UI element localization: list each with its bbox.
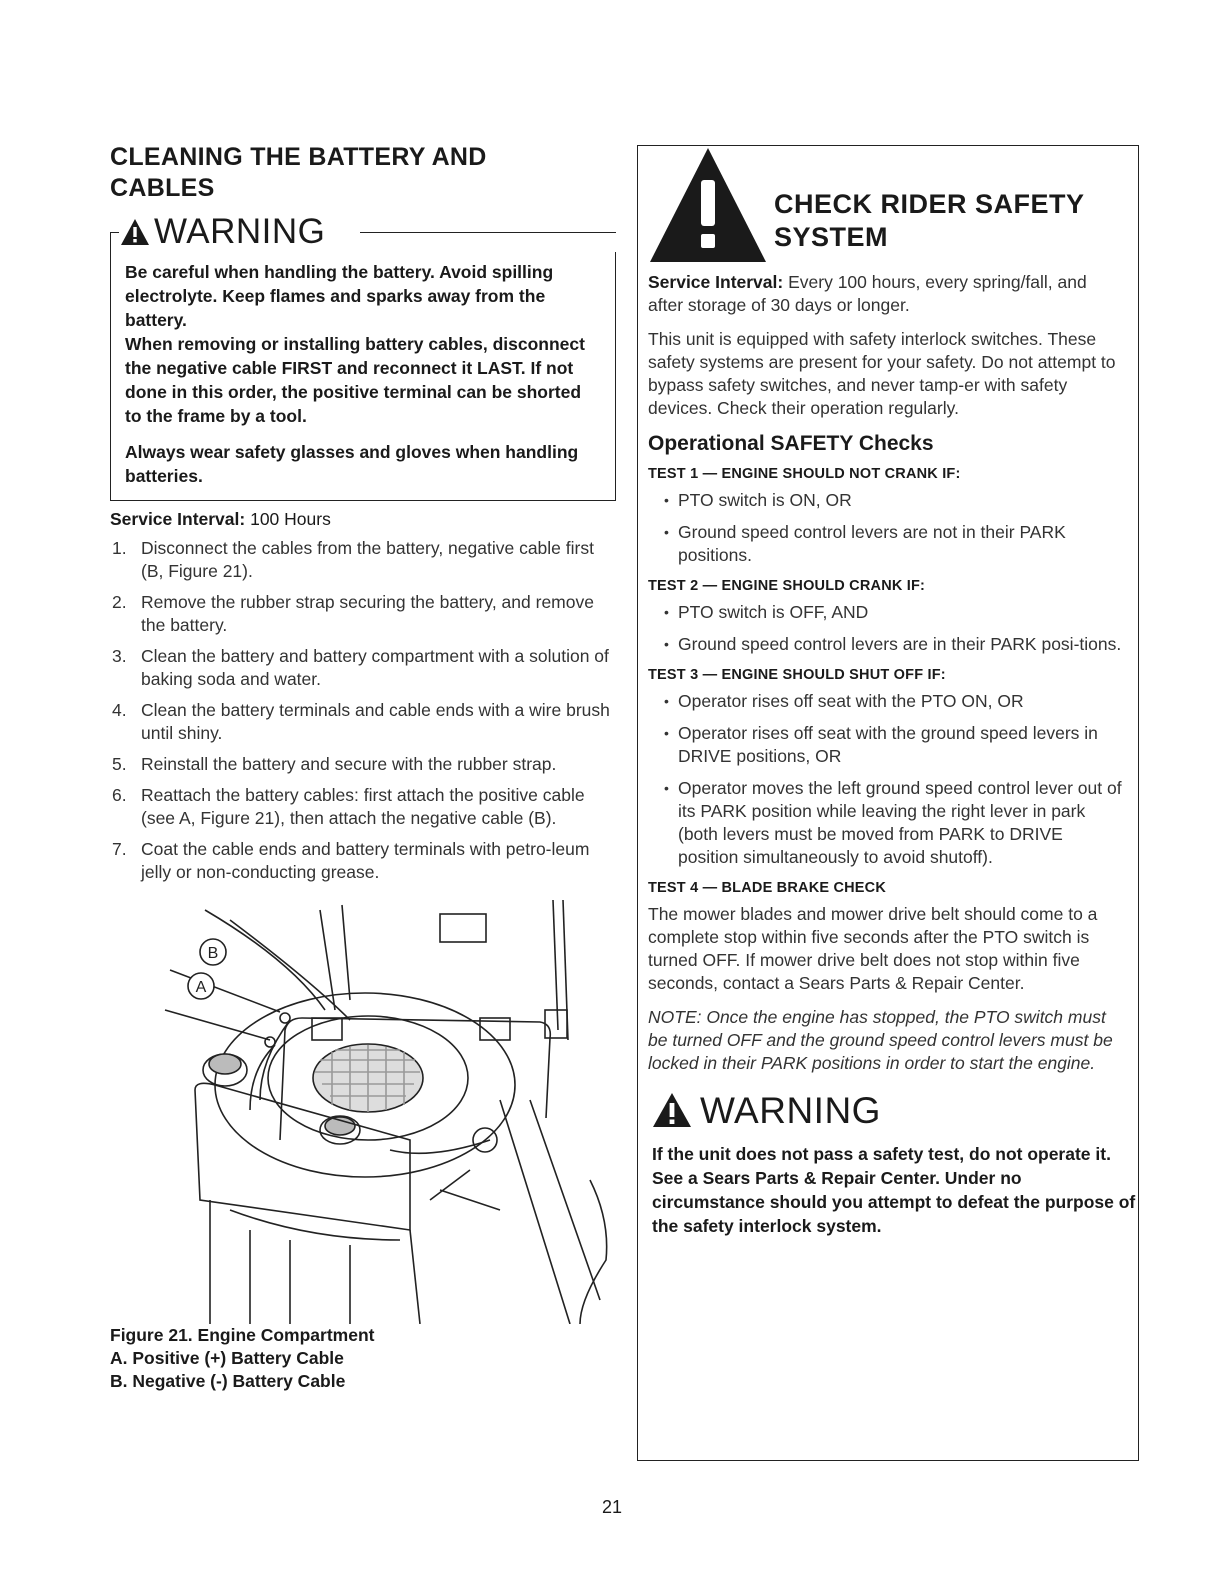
engine-compartment-figure xyxy=(110,900,626,1324)
title-line-2: CABLES xyxy=(110,174,215,202)
list-item: • Operator moves the left ground speed control lever out of its PARK position while leaving the right lever in park (both levers must be moved from PARK to DRIVE position simultaneously to avoid shutoff). xyxy=(648,777,1126,869)
title-line-1: CLEANING THE BATTERY AND xyxy=(110,143,487,171)
right-column-box xyxy=(637,145,1139,1461)
test-4-heading: TEST 4 — BLADE BRAKE CHECK xyxy=(648,880,887,896)
figure-caption xyxy=(110,1324,616,1393)
test-3-heading: TEST 3 — ENGINE SHOULD SHUT OFF IF: xyxy=(648,667,946,683)
step-text: Clean the battery and battery compartment with a solution of baking soda and water. xyxy=(141,646,609,689)
test-1-list xyxy=(648,489,1126,567)
safety-title-line-2: SYSTEM xyxy=(774,222,889,252)
service-interval-label: Service Interval: xyxy=(110,509,246,529)
section-title-battery xyxy=(110,142,616,204)
warning-box xyxy=(110,252,616,501)
safety-warning-label: WARNING xyxy=(700,1089,881,1131)
warning-text-1: Be careful when handling the battery. Avoid spilling electrolyte. Keep flames and sparks away from the battery. xyxy=(125,262,554,330)
warning-label: WARNING xyxy=(154,212,337,252)
large-warning-triangle-icon xyxy=(648,146,768,264)
service-interval xyxy=(110,507,616,531)
caption-b: B. Negative (-) Battery Cable xyxy=(110,1371,346,1391)
list-item xyxy=(110,537,616,583)
test-3-list xyxy=(648,690,1126,869)
test-2-heading: TEST 2 — ENGINE SHOULD CRANK IF: xyxy=(648,578,926,594)
list-item: • Operator rises off seat with the PTO ON, OR xyxy=(648,690,1126,713)
list-item xyxy=(110,753,616,776)
list-item xyxy=(110,838,616,884)
safety-title-line-1: CHECK RIDER SAFETY xyxy=(774,189,1085,219)
test-1-heading: TEST 1 — ENGINE SHOULD NOT CRANK IF: xyxy=(648,466,961,482)
step-number: 3. xyxy=(112,646,127,666)
caption-a: A. Positive (+) Battery Cable xyxy=(110,1348,344,1368)
safety-body xyxy=(638,271,1138,1134)
list-item xyxy=(110,591,616,637)
list-item: • Operator rises off seat with the ground speed levers in DRIVE positions, OR xyxy=(648,722,1126,768)
service-interval-value: 100 Hours xyxy=(250,509,331,529)
test-2-list xyxy=(648,601,1126,656)
safety-header xyxy=(638,146,1138,271)
warning-text-2: When removing or installing battery cables, disconnect the negative cable FIRST and reconnect it LAST. If not done in this order, the positive terminal can be shorted to the frame by a tool. xyxy=(125,334,585,426)
warning-triangle-icon xyxy=(652,1092,692,1128)
caption-title: Figure 21. Engine Compartment xyxy=(110,1325,375,1345)
page-number: 21 xyxy=(601,1497,623,1517)
list-item: • PTO switch is ON, OR xyxy=(648,489,1126,512)
step-number: 2. xyxy=(112,592,127,612)
svg-text:B: B xyxy=(207,945,219,962)
safety-warning-text: If the unit does not pass a safety test, do not operate it. See a Sears Parts & Repair Center. Under no circumstance should you attempt to defeat the purpose of the safety interlock system. xyxy=(652,1144,1136,1236)
left-column xyxy=(110,142,616,1393)
list-item xyxy=(110,699,616,745)
battery-warning xyxy=(110,212,616,501)
list-item: • PTO switch is OFF, AND xyxy=(648,601,1126,624)
list-item xyxy=(110,784,616,830)
step-number: 7. xyxy=(112,839,127,859)
step-number: 4. xyxy=(112,700,127,720)
warning-text-3: Always wear safety glasses and gloves when handling batteries. xyxy=(125,442,579,486)
cleaning-steps xyxy=(110,537,616,884)
callout-b xyxy=(200,939,226,965)
note-text: NOTE: Once the engine has stopped, the PTO switch must be turned OFF and the ground speed control levers must be locked in their PARK positions in order to start the engine. xyxy=(648,1007,1113,1073)
safety-title xyxy=(774,188,1085,254)
warning-box-corner xyxy=(110,232,119,253)
step-number: 5. xyxy=(112,754,127,774)
warning-triangle-icon xyxy=(120,218,150,246)
step-text: Coat the cable ends and battery terminals with petro-leum jelly or non-conducting grease. xyxy=(141,839,590,882)
svg-text:A: A xyxy=(195,979,207,996)
engine-compartment-illustration xyxy=(110,900,626,1324)
operational-checks-heading: Operational SAFETY Checks xyxy=(648,432,934,455)
service-interval-paragraph xyxy=(648,271,1126,317)
list-item: • Ground speed control levers are in their PARK posi-tions. xyxy=(648,633,1126,656)
safety-warning-header xyxy=(652,1086,1126,1134)
test-4-text: The mower blades and mower drive belt should come to a complete stop within five seconds after the PTO switch is turned OFF. If mower drive belt does not stop within five seconds, contact a Sears Parts & Repair Center. xyxy=(648,904,1098,993)
service-interval-label: Service Interval: xyxy=(648,272,784,292)
warning-header xyxy=(110,212,616,252)
step-number: 6. xyxy=(112,785,127,805)
step-text: Remove the rubber strap securing the battery, and remove the battery. xyxy=(141,592,594,635)
callout-a xyxy=(188,973,214,999)
intro-paragraph: This unit is equipped with safety interlock switches. These safety systems are present for your safety. Do not attempt to bypass safety switches, and never tamp-er with safety devices. Check their operation regularly. xyxy=(648,329,1116,418)
step-number: 1. xyxy=(112,538,127,558)
step-text: Clean the battery terminals and cable ends with a wire brush until shiny. xyxy=(141,700,610,743)
list-item: • Ground speed control levers are not in their PARK positions. xyxy=(648,521,1126,567)
step-text: Reattach the battery cables: first attach the positive cable (see A, Figure 21), then attach the negative cable (B). xyxy=(141,785,585,828)
step-text: Reinstall the battery and secure with the rubber strap. xyxy=(141,754,557,774)
service-interval-value: Every 100 hours, every spring/fall, and after storage of 30 days or longer. xyxy=(648,272,1087,315)
warning-header-rule xyxy=(360,232,616,233)
list-item xyxy=(110,645,616,691)
step-text: Disconnect the cables from the battery, negative cable first (B, Figure 21). xyxy=(141,538,594,581)
